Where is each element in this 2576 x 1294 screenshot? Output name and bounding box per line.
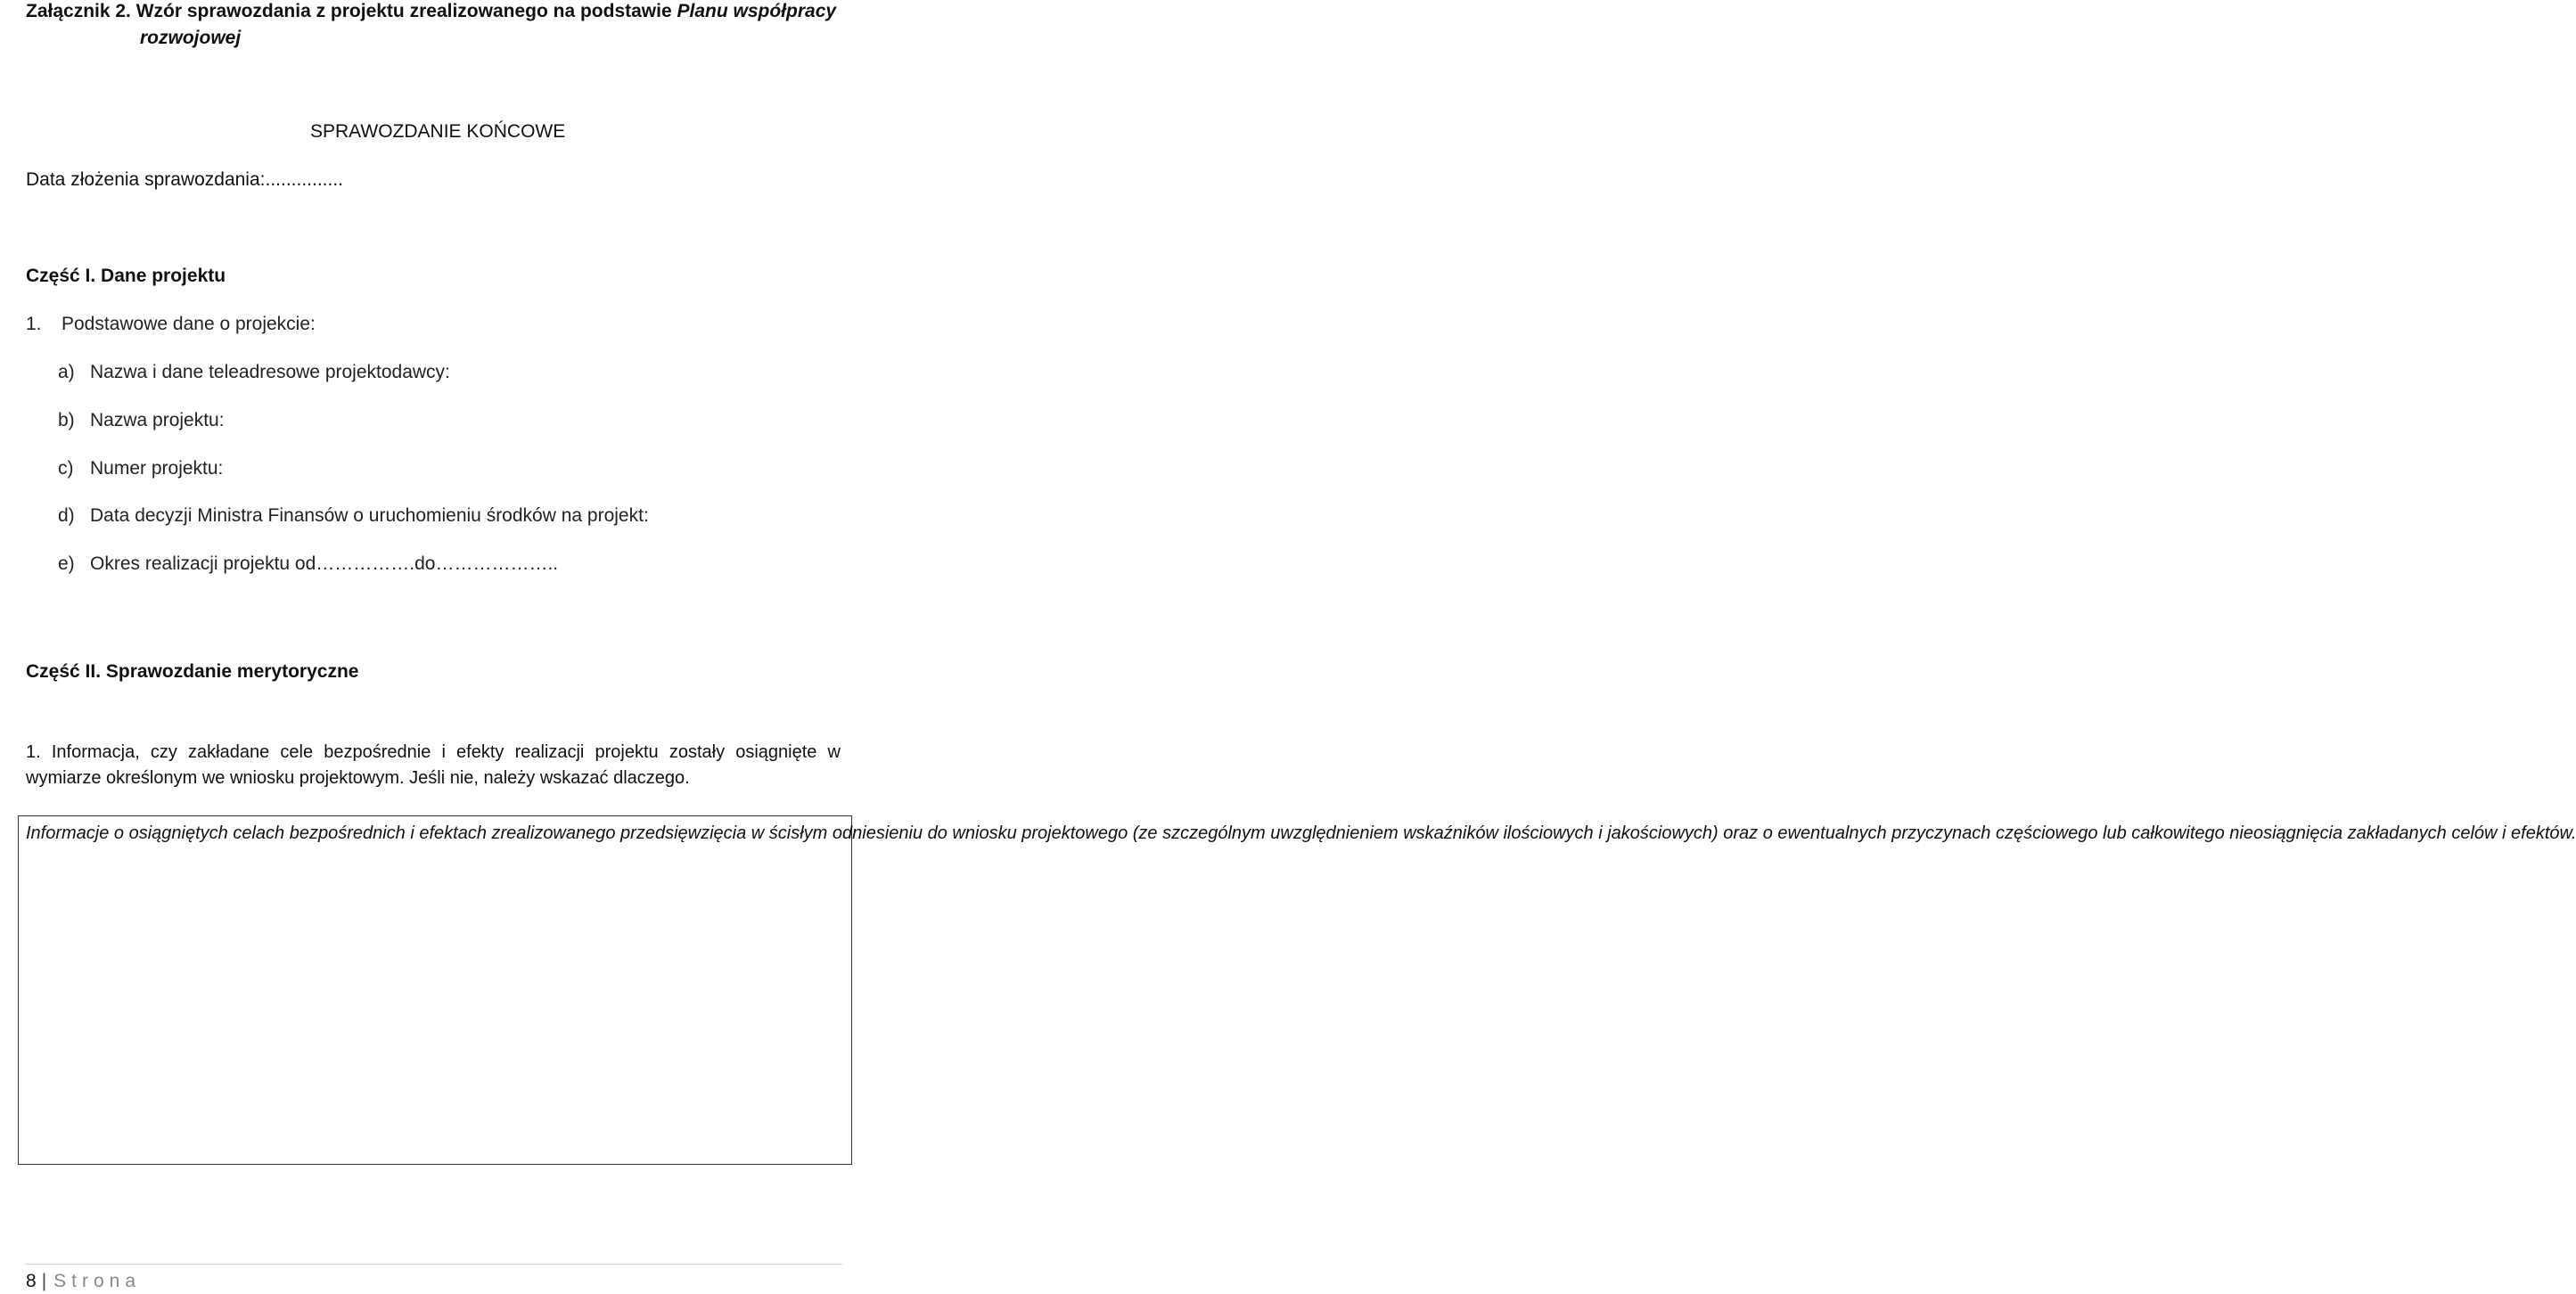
answer-instructions: Informacje o osiągniętych celach bezpośrednich i efektach zrealizowanego przedsięwzięcia w ścisłym odniesieniu do wniosku projektowego (ze szczególnym uwzględnieniem wskaźników ilościowych i jakościowych) oraz o ewentualnych przyczynach częściowego lub całkowitego nieosiągnięcia zakładanych celów i efektów. bbox=[26, 823, 2576, 843]
list-item-applicant-name bbox=[58, 360, 450, 385]
part-1-heading: Część I. Dane projektu bbox=[26, 266, 226, 286]
question-1-text: 1. Informacja, czy zakładane cele bezpośrednie i efekty realizacji projektu zostały osiągnięte w wymiarze określonym we wniosku projektowym. Jeśli nie, należy wskazać dlaczego. bbox=[26, 742, 841, 788]
list-item-letter: c) bbox=[58, 458, 74, 479]
list-item-letter: a) bbox=[58, 362, 75, 382]
document-header-line-2: rozwojowej bbox=[140, 28, 242, 48]
list-number: 1. bbox=[26, 314, 42, 334]
list-item-letter: b) bbox=[58, 410, 75, 430]
answer-text-box[interactable] bbox=[18, 815, 2576, 1165]
part-2-heading: Część II. Sprawozdanie merytoryczne bbox=[26, 661, 359, 682]
list-item-text: Nazwa i dane teleadresowe projektodawcy: bbox=[90, 362, 450, 382]
document-header-line-1 bbox=[26, 0, 836, 25]
list-item-project-number bbox=[58, 456, 223, 481]
list-item-text: Data decyzji Ministra Finansów o uruchomieniu środków na projekt: bbox=[90, 505, 649, 526]
list-item-text: Okres realizacji projektu od…………….do……………….. bbox=[90, 553, 559, 574]
page-footer bbox=[26, 1269, 141, 1294]
list-item-text: Numer projektu: bbox=[90, 458, 224, 479]
basic-data-intro-text: Podstawowe dane o projekcie: bbox=[62, 314, 316, 334]
page-number: 8 bbox=[26, 1271, 37, 1291]
report-title: SPRAWOZDANIE KOŃCOWE bbox=[310, 121, 566, 142]
list-item-text: Nazwa projektu: bbox=[90, 410, 225, 430]
list-item-project-name bbox=[58, 408, 225, 433]
basic-data-intro bbox=[26, 312, 316, 337]
footer-separator: | bbox=[41, 1271, 47, 1291]
header-italic-text: Planu współpracy bbox=[677, 1, 837, 21]
header-bold-text: Załącznik 2. Wzór sprawozdania z projektu zrealizowanego na podstawie bbox=[26, 1, 677, 21]
list-item-project-period bbox=[58, 552, 558, 577]
page-label: Strona bbox=[53, 1271, 142, 1291]
footer-divider bbox=[26, 1264, 842, 1265]
submission-date-field[interactable]: Data złożenia sprawozdania:............... bbox=[26, 169, 344, 190]
list-item-decision-date bbox=[58, 504, 649, 528]
list-item-letter: d) bbox=[58, 505, 75, 526]
list-item-letter: e) bbox=[58, 553, 75, 574]
